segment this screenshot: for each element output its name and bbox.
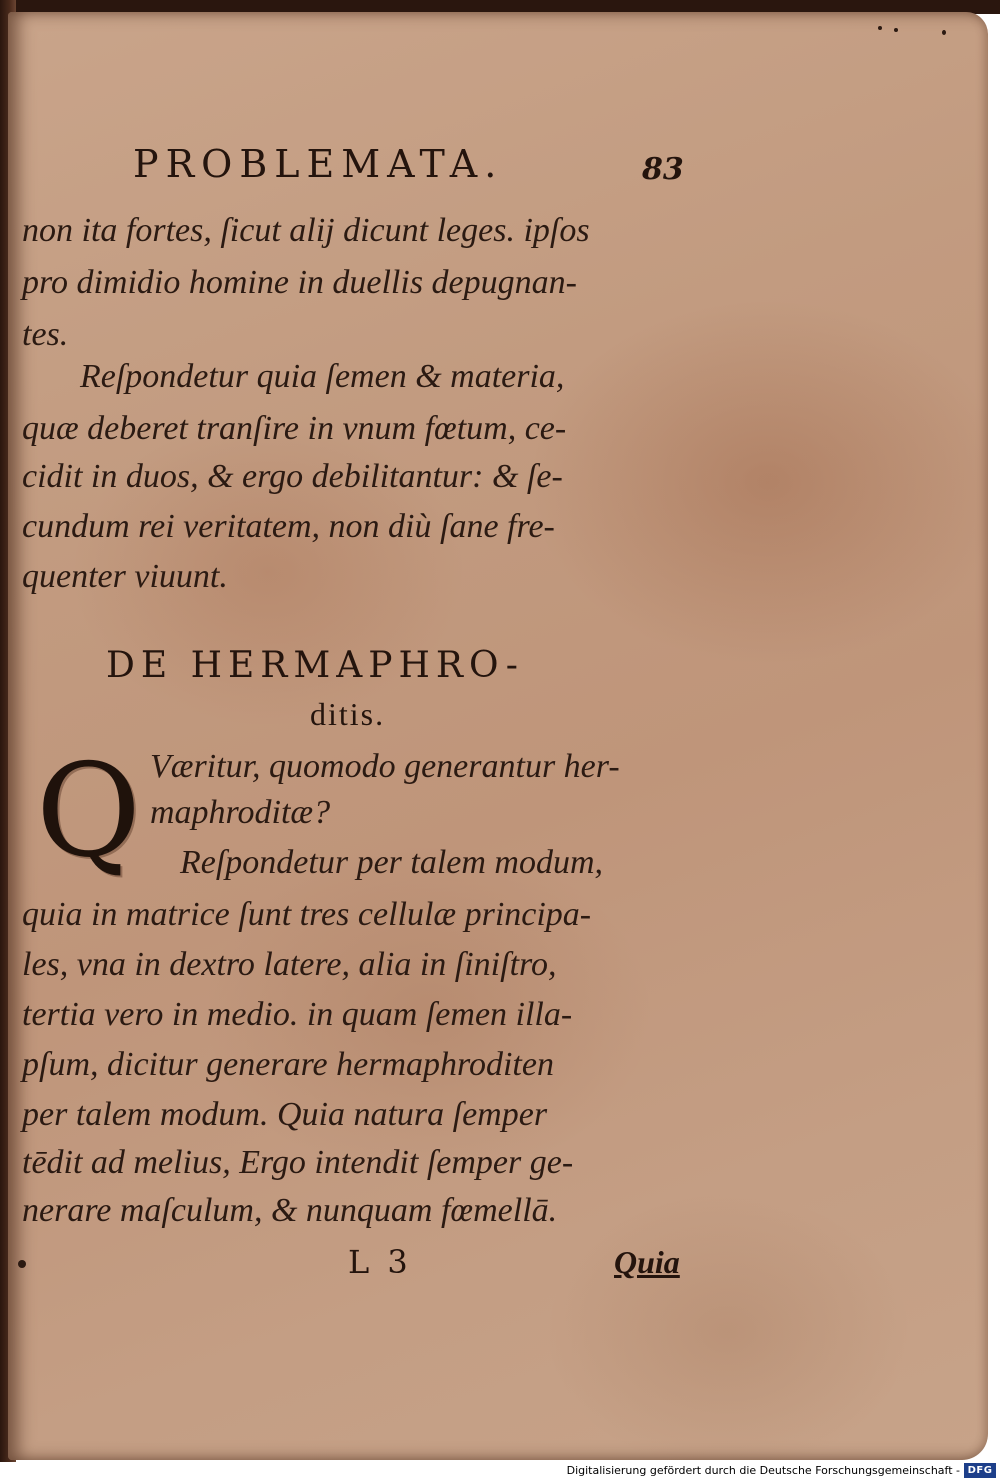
text-line: quenter viuunt. xyxy=(22,558,228,595)
ink-speck xyxy=(18,1260,26,1268)
ink-speck xyxy=(894,28,898,32)
text-line: nerare maſculum, & nunquam fœmellā. xyxy=(22,1192,558,1229)
text-line: quia in matrice ſunt tres cellulæ principa- xyxy=(22,896,592,933)
text-line: quæ deberet tranſire in vnum fœtum, ce- xyxy=(22,410,567,447)
book-page xyxy=(8,12,988,1460)
text-line: tertia vero in medio. in quam ſemen illa- xyxy=(22,996,573,1033)
page-number: 83 xyxy=(642,152,684,187)
text-line: les, vna in dextro latere, alia in ſiniſtro, xyxy=(22,946,557,983)
decorated-initial: Q xyxy=(36,737,141,886)
page-text-block xyxy=(8,12,988,1460)
text-line: Reſpondetur per talem modum, xyxy=(180,844,604,881)
text-line: tēdit ad melius, Ergo intendit ſemper ge- xyxy=(22,1144,574,1181)
running-head: PROBLEMATA. xyxy=(133,142,504,186)
text-line: Væritur, quomodo generantur her- xyxy=(150,748,620,785)
catchword: Quia xyxy=(614,1244,680,1280)
text-line: pro dimidio homine in duellis depugnan- xyxy=(22,264,577,301)
text-line: tes. xyxy=(22,316,69,353)
section-heading-continued: ditis. xyxy=(310,696,386,732)
ink-speck xyxy=(878,26,882,30)
section-heading: DE HERMAPHRO- xyxy=(106,645,524,686)
text-line: cundum rei veritatem, non diù ſane fre- xyxy=(22,508,555,545)
dfg-logo: DFG xyxy=(964,1463,996,1478)
funding-credit: Digitalisierung gefördert durch die Deutsche Forschungsgemeinschaft - xyxy=(566,1464,960,1477)
text-line: pſum, dicitur generare hermaphroditen xyxy=(22,1046,554,1083)
ink-speck xyxy=(942,30,946,35)
text-line: maphroditæ? xyxy=(150,794,331,831)
text-line: per talem modum. Quia natura ſemper xyxy=(22,1096,548,1133)
text-line: non ita fortes, ſicut alij dicunt leges. ipſos xyxy=(22,212,590,249)
text-line: cidit in duos, & ergo debilitantur: & ſe- xyxy=(22,458,563,495)
text-line: Reſpondetur quia ſemen & materia, xyxy=(80,358,565,395)
signature-mark: L 3 xyxy=(348,1243,412,1281)
